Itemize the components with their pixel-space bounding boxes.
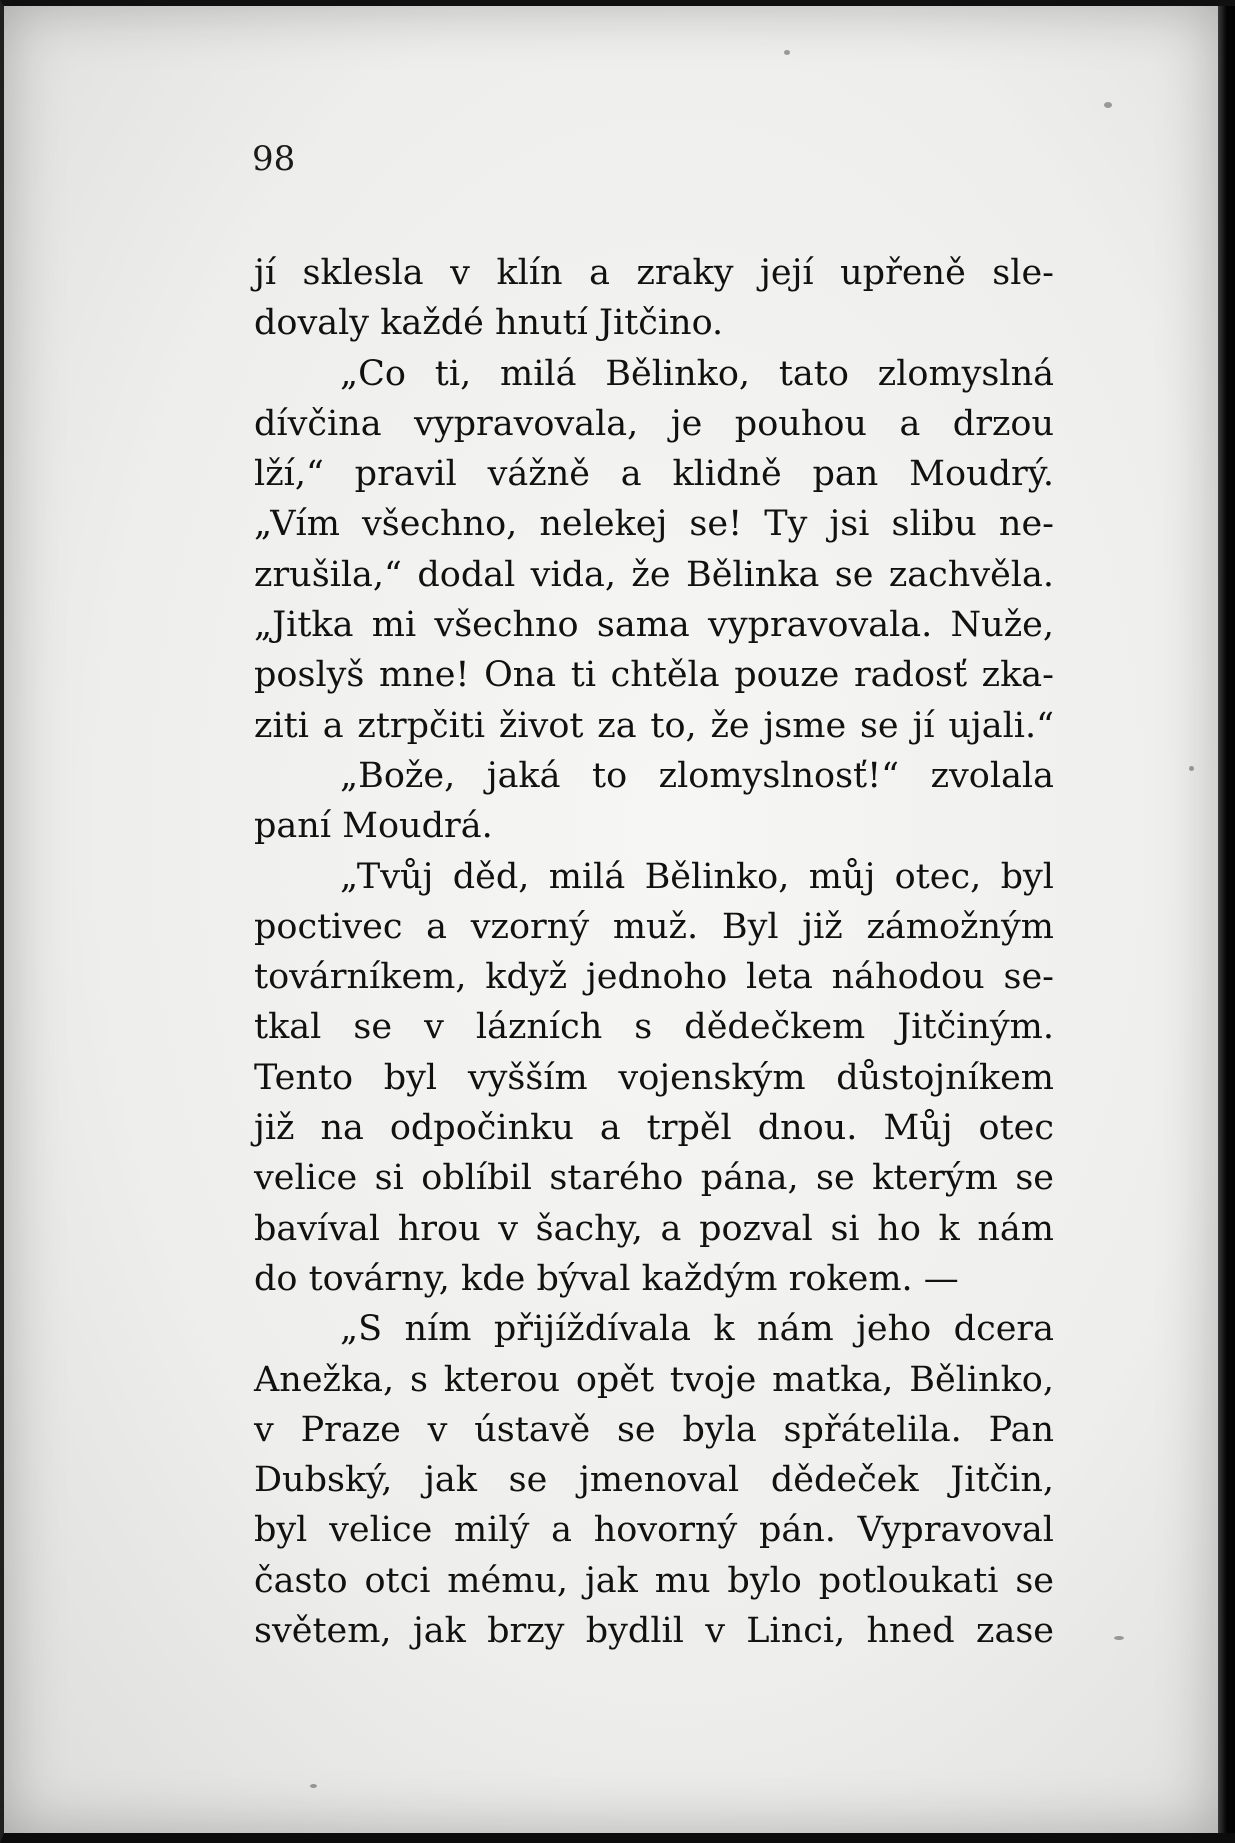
text-line: Anežka, s kterou opět tvoje matka, Bělinko, <box>254 1359 1054 1400</box>
book-page <box>4 6 1218 1833</box>
scan-speck <box>1189 766 1194 771</box>
text-line: „S ním přijíždívala k nám jeho dcera <box>340 1309 1054 1350</box>
text-line: Dubský, jak se jmenoval dědeček Jitčin, <box>254 1460 1054 1501</box>
text-line: továrníkem, když jednoho leta náhodou se- <box>254 957 1054 998</box>
text-line: poctivec a vzorný muž. Byl již zámožným <box>254 906 1054 947</box>
text-line: „Bože, jaká to zlomyslnosť!“ zvolala <box>340 755 1054 796</box>
text-line: paní Moudrá. <box>254 806 493 847</box>
text-line: dovaly každé hnutí Jitčino. <box>254 303 724 344</box>
book-spine-shadow <box>1218 6 1235 1843</box>
text-line: „Jitka mi všechno sama vypravovala. Nuže, <box>254 605 1054 646</box>
text-line: již na odpočinku a trpěl dnou. Můj otec <box>254 1108 1054 1149</box>
text-line: „Co ti, milá Bělinko, tato zlomyslná <box>340 353 1054 394</box>
text-line: byl velice milý a hovorný pán. Vypravoval <box>254 1510 1054 1551</box>
text-line: do továrny, kde býval každým rokem. — <box>254 1258 959 1299</box>
text-line: lží,“ pravil vážně a klidně pan Moudrý. <box>254 454 1054 495</box>
text-line: v Praze v ústavě se byla spřátelila. Pan <box>254 1409 1054 1450</box>
text-line: poslyš mne! Ona ti chtěla pouze radosť zka- <box>254 655 1054 696</box>
scan-speck <box>1104 102 1112 108</box>
scan-speck <box>784 50 790 55</box>
text-line: světem, jak brzy bydlil v Linci, hned zase <box>254 1611 1054 1652</box>
text-line: „Tvůj děd, milá Bělinko, můj otec, byl <box>340 856 1054 897</box>
text-line: bavíval hrou v šachy, a pozval si ho k nám <box>254 1208 1054 1249</box>
text-line: Tento byl vyšším vojenským důstojníkem <box>254 1057 1054 1098</box>
text-line: „Vím všechno, nelekej se! Ty jsi slibu ne- <box>254 504 1054 545</box>
scan-speck <box>310 1784 317 1788</box>
text-line: tkal se v lázních s dědečkem Jitčiným. <box>254 1007 1054 1048</box>
text-line: dívčina vypravovala, je pouhou a drzou <box>254 403 1054 444</box>
page-number: 98 <box>252 139 296 179</box>
text-line: často otci mému, jak mu bylo potloukati se <box>254 1560 1054 1601</box>
text-line: jí sklesla v klín a zraky její upřeně sle- <box>254 253 1054 293</box>
body-text <box>254 248 1054 1656</box>
text-line: velice si oblíbil starého pána, se kterým se <box>254 1158 1054 1199</box>
scan-speck <box>1114 1636 1124 1640</box>
text-line: zrušila,“ dodal vida, že Bělinka se zachvěla. <box>254 554 1054 595</box>
text-line: ziti a ztrpčiti život za to, že jsme se jí ujali.“ <box>254 705 1054 746</box>
